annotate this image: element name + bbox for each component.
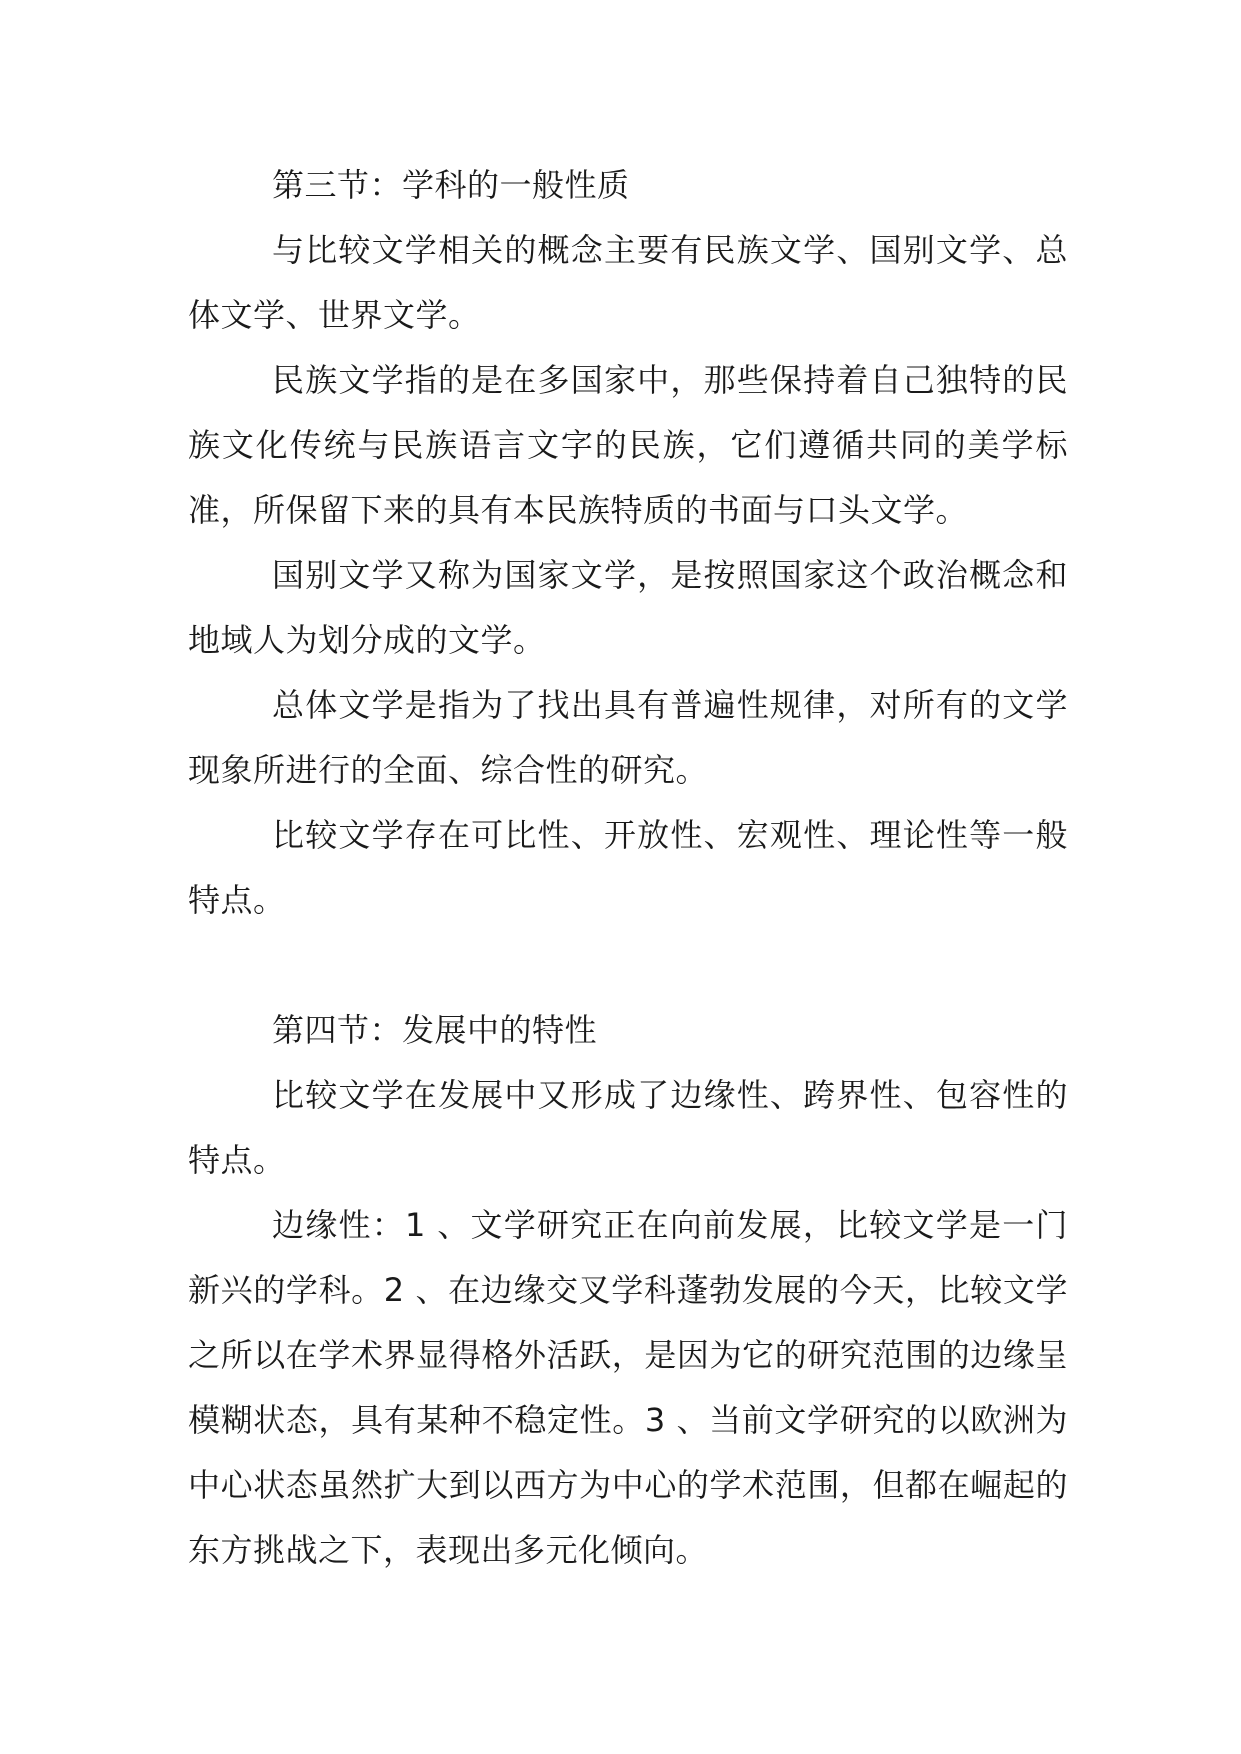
section-4-paragraph-2: 边缘性：1 、文学研究正在向前发展，比较文学是一门新兴的学科。2 、在边缘交叉学科蓬勃发展的今天，比较文学之所以在学术界显得格外活跃，是因为它的研究范围的边缘呈模糊状态，具有某种不稳定性。3 、当前文学研究的以欧洲为中心状态虽然扩大到以西方为中心的学术范围，但都在崛起的东方挑战之下，表现出多元化倾向。 (188, 1206, 1068, 1569)
section-3-heading: 第三节：学科的一般性质 (272, 166, 630, 204)
section-3-paragraph-5: 比较文学存在可比性、开放性、宏观性、理论性等一般特点。 (188, 816, 1068, 919)
section-4-paragraph-1: 比较文学在发展中又形成了边缘性、跨界性、包容性的特点。 (188, 1076, 1068, 1179)
section-3-paragraph-3: 国别文学又称为国家文学，是按照国家这个政治概念和地域人为划分成的文学。 (188, 556, 1068, 659)
section-3-paragraph-2: 民族文学指的是在多国家中，那些保持着自己独特的民族文化传统与民族语言文字的民族，它们遵循共同的美学标准，所保留下来的具有本民族特质的书面与口头文学。 (188, 361, 1068, 529)
document-body (188, 153, 1068, 1583)
section-4-heading: 第四节：发展中的特性 (272, 1011, 598, 1049)
section-spacer (188, 933, 1068, 998)
section-3-paragraph-4: 总体文学是指为了找出具有普遍性规律，对所有的文学现象所进行的全面、综合性的研究。 (188, 686, 1068, 789)
section-3-paragraph-1: 与比较文学相关的概念主要有民族文学、国别文学、总体文学、世界文学。 (188, 231, 1068, 334)
